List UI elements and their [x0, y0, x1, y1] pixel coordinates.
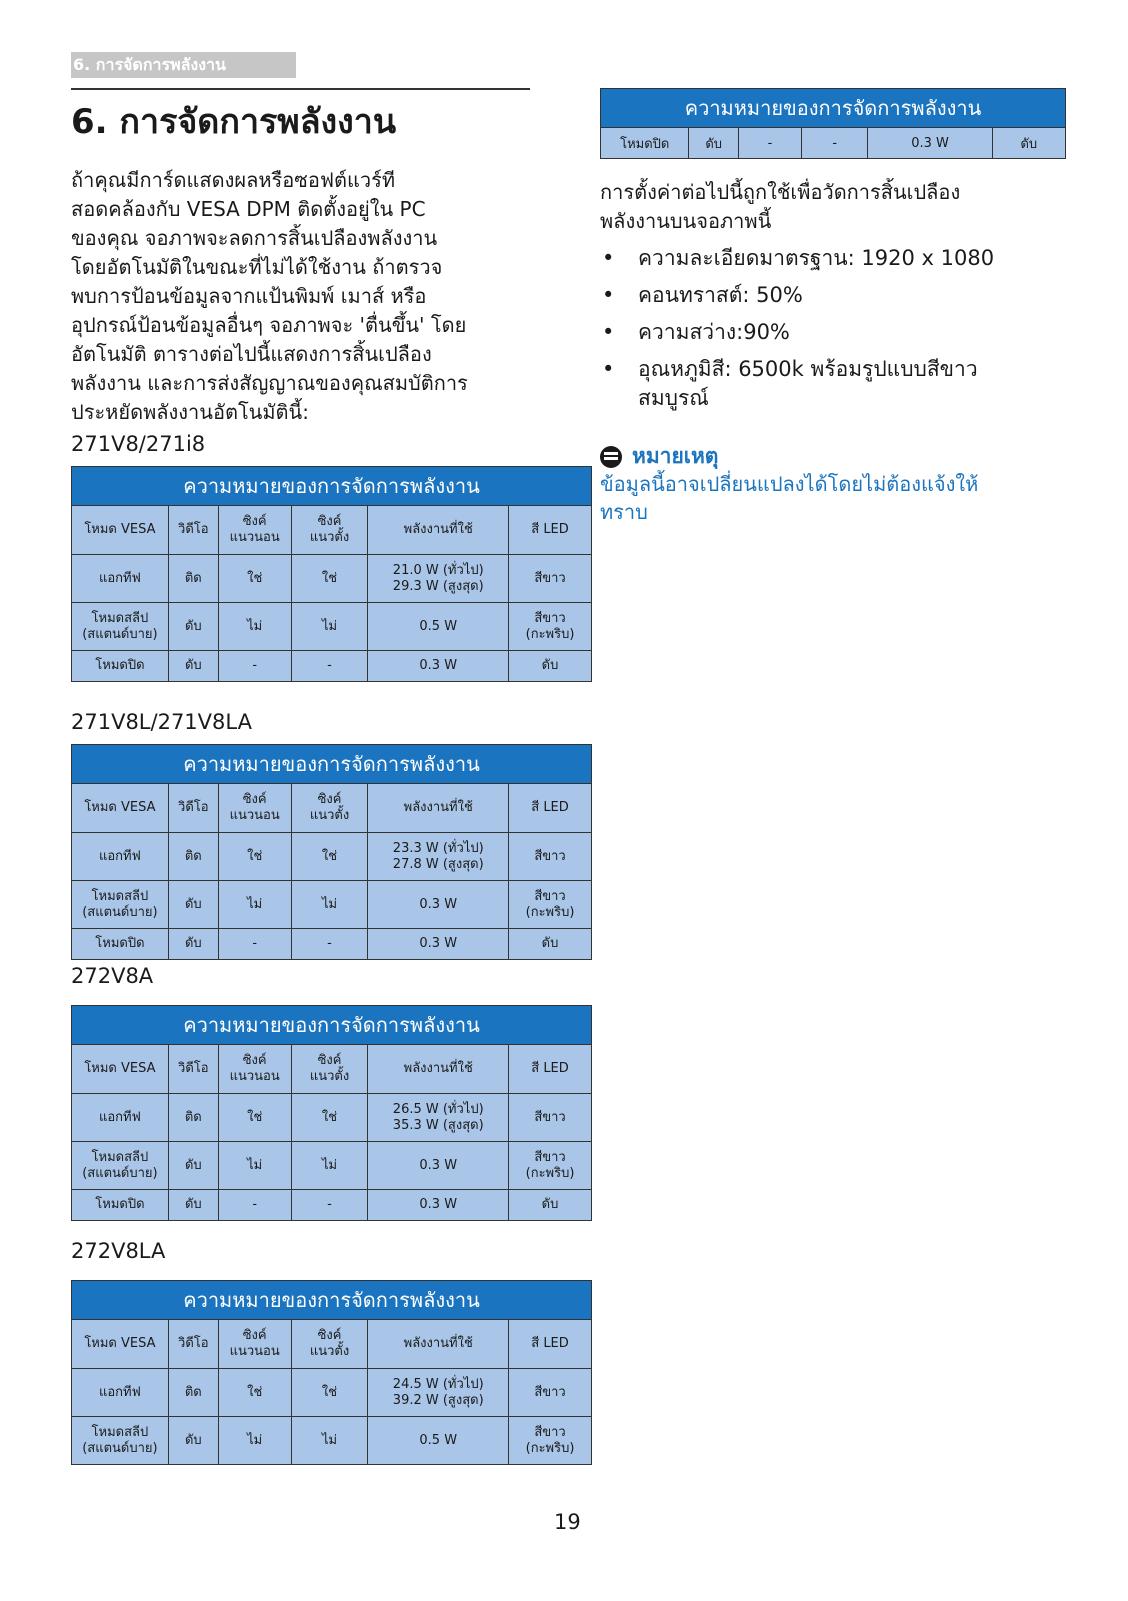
table-row: โหมดปิด ดับ - - 0.3 W ดับ: [72, 651, 592, 682]
table-title: ความหมายของการจัดการพลังงาน: [72, 1281, 592, 1320]
note-icon: [600, 446, 622, 468]
intro-paragraph: [71, 166, 536, 427]
col-header: โหมด VESA: [72, 506, 169, 555]
table-title: ความหมายของการจัดการพลังงาน: [601, 89, 1066, 128]
note-heading-label: หมายเหตุ: [632, 444, 719, 468]
col-header: ซิงค์ แนวนอน: [218, 1045, 291, 1094]
list-item: • อุณหภูมิสี: 6500k พร้อมรูปแบบสีขาว สมบูรณ์: [602, 357, 978, 410]
list-item: • คอนทราสต์: 50%: [600, 281, 1060, 310]
section-tab-label: 6. การจัดการพลังงาน: [71, 52, 296, 78]
table-row: แอกทีฟ ติด ใช่ ใช่ 26.5 W (ทั่วไป) 35.3 W (สูงสุด) สีขาว: [72, 1094, 592, 1142]
power-table-272v8a: [71, 1005, 592, 1221]
col-header: สี LED: [509, 1045, 592, 1094]
col-header: โหมด VESA: [72, 1045, 169, 1094]
bullet-icon: •: [602, 357, 615, 381]
list-item: • ความสว่าง:90%: [600, 318, 1060, 347]
power-table-271v8: [71, 466, 592, 682]
table-row: แอกทีฟ ติด ใช่ ใช่ 24.5 W (ทั่วไป) 39.2 W (สูงสุด) สีขาว: [72, 1369, 592, 1417]
model-name: 271V8L/271V8LA: [71, 710, 252, 734]
intro-line: สอดคล้องกับ VESA DPM ติดตั้งอยู่ใน PC: [71, 197, 426, 221]
table-row: โหมดสลีป (สแตนด์บาย) ดับ ไม่ ไม่ 0.3 W สีขาว (กะพริบ): [72, 881, 592, 929]
bullet-icon: •: [602, 320, 615, 344]
col-header: วิดีโอ: [168, 1045, 218, 1094]
col-header: ซิงค์ แนวนอน: [218, 784, 291, 833]
table-row: โหมดสลีป (สแตนด์บาย) ดับ ไม่ ไม่ 0.5 W สีขาว (กะพริบ): [72, 1417, 592, 1465]
col-header: วิดีโอ: [168, 506, 218, 555]
col-header: ซิงค์ แนวนอน: [218, 1320, 291, 1369]
col-header: พลังงานที่ใช้: [368, 506, 509, 555]
table-title: ความหมายของการจัดการพลังงาน: [72, 467, 592, 506]
col-header: โหมด VESA: [72, 784, 169, 833]
table-title: ความหมายของการจัดการพลังงาน: [72, 1006, 592, 1045]
col-header: ซิงค์ แนวตั้ง: [291, 1320, 368, 1369]
col-header: สี LED: [509, 784, 592, 833]
intro-line: อัตโนมัติ ตารางต่อไปนี้แสดงการสิ้นเปลือง: [71, 342, 432, 366]
col-header: พลังงานที่ใช้: [368, 784, 509, 833]
model-name: 272V8A: [71, 964, 154, 988]
col-header: สี LED: [509, 1320, 592, 1369]
model-name: 272V8LA: [71, 1239, 166, 1263]
power-table-272v8la: [71, 1280, 592, 1465]
table-row: แอกทีฟ ติด ใช่ ใช่ 23.3 W (ทั่วไป) 27.8 W (สูงสุด) สีขาว: [72, 833, 592, 881]
measurement-intro-line: พลังงานบนจอภาพนี้: [600, 209, 772, 233]
col-header: วิดีโอ: [168, 1320, 218, 1369]
table-row: โหมดปิด ดับ - - 0.3 W ดับ: [72, 929, 592, 960]
intro-line: ประหยัดพลังงานอัตโนมัตินี้:: [71, 400, 309, 424]
table-row: โหมดปิด ดับ - - 0.3 W ดับ: [72, 1190, 592, 1221]
col-header: ซิงค์ แนวตั้ง: [291, 506, 368, 555]
intro-line: พบการป้อนข้อมูลจากแป้นพิมพ์ เมาส์ หรือ: [71, 284, 427, 308]
intro-line: พลังงาน และการส่งสัญญาณของคุณสมบัติการ: [71, 371, 468, 395]
col-header: สี LED: [509, 506, 592, 555]
note-heading: [600, 440, 718, 473]
col-header: ซิงค์ แนวตั้ง: [291, 1045, 368, 1094]
col-header: พลังงานที่ใช้: [368, 1320, 509, 1369]
list-item: • ความละเอียดมาตรฐาน: 1920 x 1080: [600, 244, 1060, 273]
intro-line: ถ้าคุณมีการ์ดแสดงผลหรือซอฟต์แวร์ที: [71, 168, 396, 192]
title-rule: [71, 88, 530, 90]
col-header: พลังงานที่ใช้: [368, 1045, 509, 1094]
page-title: 6. การจัดการพลังงาน: [71, 102, 397, 142]
measurement-intro: [600, 178, 1060, 236]
bullet-icon: •: [602, 246, 615, 270]
col-header: โหมด VESA: [72, 1320, 169, 1369]
col-header: ซิงค์ แนวนอน: [218, 506, 291, 555]
col-header: ซิงค์ แนวตั้ง: [291, 784, 368, 833]
measurement-intro-line: การตั้งค่าต่อไปนี้ถูกใช้เพื่อวัดการสิ้นเปลือง: [600, 180, 961, 204]
page-number: 19: [554, 1510, 581, 1534]
settings-list: [600, 244, 1060, 421]
model-name: 271V8/271i8: [71, 432, 206, 456]
col-header: วิดีโอ: [168, 784, 218, 833]
power-table-271v8l: [71, 744, 592, 960]
intro-line: โดยอัตโนมัติในขณะที่ไม่ได้ใช้งาน ถ้าตรวจ: [71, 255, 443, 279]
table-row: โหมดสลีป (สแตนด์บาย) ดับ ไม่ ไม่ 0.3 W สีขาว (กะพริบ): [72, 1142, 592, 1190]
table-row: โหมดสลีป (สแตนด์บาย) ดับ ไม่ ไม่ 0.5 W สีขาว (กะพริบ): [72, 603, 592, 651]
intro-line: ของคุณ จอภาพจะลดการสิ้นเปลืองพลังงาน: [71, 226, 438, 250]
table-title: ความหมายของการจัดการพลังงาน: [72, 745, 592, 784]
table-row: โหมดปิด ดับ - - 0.3 W ดับ: [601, 128, 1066, 159]
note-text: ข้อมูลนี้อาจเปลี่ยนแปลงได้โดยไม่ต้องแจ้งให้ ทราบ: [600, 472, 979, 524]
bullet-icon: •: [602, 283, 615, 307]
intro-line: อุปกรณ์ป้อนข้อมูลอื่นๆ จอภาพจะ 'ตื่นขึ้น' โดย: [71, 313, 467, 337]
table-row: แอกทีฟ ติด ใช่ ใช่ 21.0 W (ทั่วไป) 29.3 W (สูงสุด) สีขาว: [72, 555, 592, 603]
power-table-continued: [600, 88, 1066, 159]
